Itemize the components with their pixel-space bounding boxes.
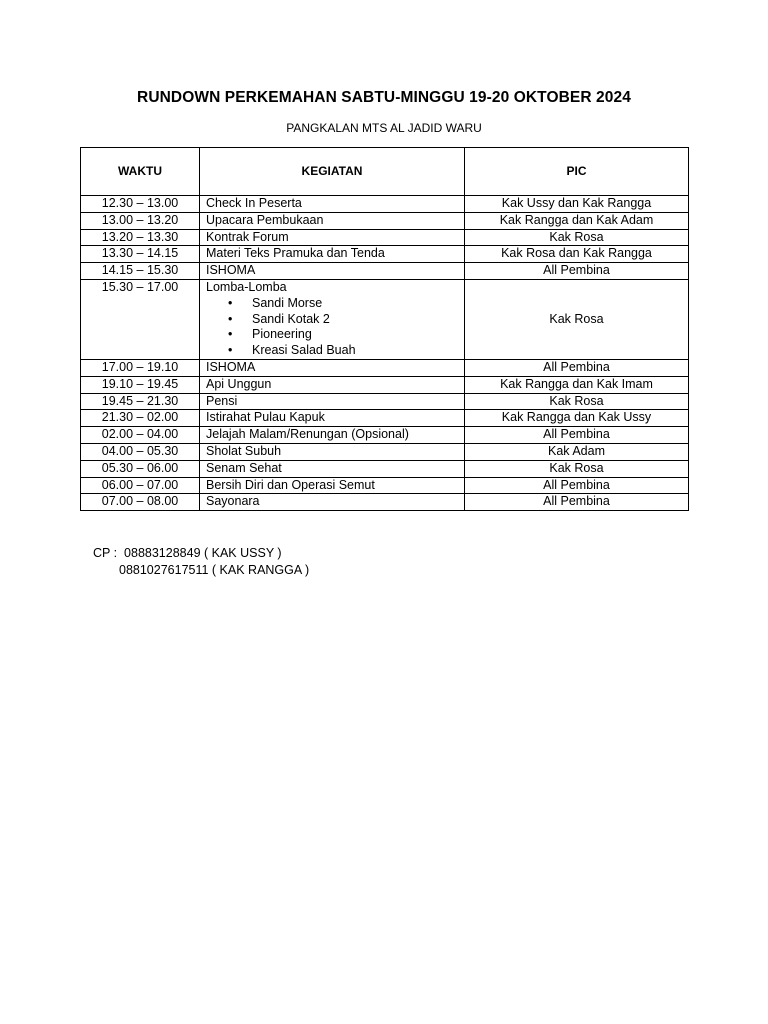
contact-person	[93, 545, 309, 578]
sub-activity-list	[206, 296, 458, 359]
cell-kegiatan	[200, 494, 465, 511]
contact-line-1: 08883128849 ( KAK USSY )	[124, 546, 282, 560]
cell-kegiatan	[200, 460, 465, 477]
table-row	[81, 359, 689, 376]
cell-pic: Kak Rangga dan Kak Adam	[465, 212, 689, 229]
cell-pic: Kak Rosa dan Kak Rangga	[465, 246, 689, 263]
kegiatan-label: Senam Sehat	[206, 460, 282, 475]
cell-waktu: 05.30 – 06.00	[81, 460, 200, 477]
page-title: RUNDOWN PERKEMAHAN SABTU-MINGGU 19-20 OKTOBER 2024	[137, 89, 631, 106]
kegiatan-label: ISHOMA	[206, 359, 256, 374]
table-body	[81, 196, 689, 511]
header-kegiatan: KEGIATAN	[200, 148, 465, 196]
table-row	[81, 443, 689, 460]
cell-pic: Kak Rosa	[465, 460, 689, 477]
sub-activity-item	[228, 343, 458, 359]
cell-waktu: 06.00 – 07.00	[81, 477, 200, 494]
contact-label: CP :	[93, 546, 118, 560]
table-header-row	[81, 148, 689, 196]
cell-waktu: 02.00 – 04.00	[81, 427, 200, 444]
cell-pic: All Pembina	[465, 477, 689, 494]
cell-kegiatan	[200, 229, 465, 246]
bullet-icon: •	[228, 327, 233, 342]
kegiatan-label: Kontrak Forum	[206, 229, 289, 244]
cell-waktu: 19.10 – 19.45	[81, 376, 200, 393]
cell-pic: Kak Rosa	[465, 229, 689, 246]
kegiatan-label: Lomba-Lomba	[206, 279, 287, 294]
sub-activity-item	[228, 312, 458, 328]
cell-waktu: 12.30 – 13.00	[81, 196, 200, 213]
cell-pic: Kak Rosa	[465, 393, 689, 410]
table-row	[81, 376, 689, 393]
table-row	[81, 494, 689, 511]
kegiatan-label: Sholat Subuh	[206, 443, 282, 458]
cell-pic: Kak Adam	[465, 443, 689, 460]
cell-pic: All Pembina	[465, 427, 689, 444]
cell-pic: Kak Ussy dan Kak Rangga	[465, 196, 689, 213]
cell-waktu: 19.45 – 21.30	[81, 393, 200, 410]
rundown-table	[80, 147, 689, 511]
kegiatan-label: Istirahat Pulau Kapuk	[206, 410, 325, 425]
bullet-icon: •	[228, 295, 233, 310]
sub-activity-label: Sandi Morse	[252, 295, 323, 310]
kegiatan-label: Materi Teks Pramuka dan Tenda	[206, 246, 385, 261]
cell-waktu: 21.30 – 02.00	[81, 410, 200, 427]
cell-kegiatan	[200, 393, 465, 410]
table-row	[81, 229, 689, 246]
table-row	[81, 246, 689, 263]
kegiatan-label: Api Unggun	[206, 376, 272, 391]
cell-waktu: 17.00 – 19.10	[81, 359, 200, 376]
cell-kegiatan	[200, 477, 465, 494]
cell-pic: Kak Rangga dan Kak Imam	[465, 376, 689, 393]
cell-kegiatan	[200, 263, 465, 280]
header-waktu: WAKTU	[81, 148, 200, 196]
cell-kegiatan	[200, 212, 465, 229]
table-row	[81, 196, 689, 213]
sub-activity-label: Kreasi Salad Buah	[252, 343, 356, 358]
kegiatan-label: Jelajah Malam/Renungan (Opsional)	[206, 427, 409, 442]
cell-waktu: 04.00 – 05.30	[81, 443, 200, 460]
table-row	[81, 427, 689, 444]
cell-waktu: 15.30 – 17.00	[81, 279, 200, 359]
cell-kegiatan	[200, 376, 465, 393]
table-row	[81, 279, 689, 359]
header-pic: PIC	[465, 148, 689, 196]
kegiatan-label: Upacara Pembukaan	[206, 212, 324, 227]
table-row	[81, 212, 689, 229]
bullet-icon: •	[228, 343, 233, 358]
page-subtitle: PANGKALAN MTS AL JADID WARU	[286, 121, 482, 135]
sub-activity-item	[228, 327, 458, 343]
bullet-icon: •	[228, 311, 233, 326]
table-row	[81, 263, 689, 280]
sub-activity-label: Sandi Kotak 2	[252, 311, 330, 326]
table-row	[81, 460, 689, 477]
cell-kegiatan	[200, 196, 465, 213]
sub-activity-label: Pioneering	[252, 327, 312, 342]
cell-waktu: 13.20 – 13.30	[81, 229, 200, 246]
cell-pic: All Pembina	[465, 494, 689, 511]
cell-waktu: 13.00 – 13.20	[81, 212, 200, 229]
contact-line-2: 0881027617511 ( KAK RANGGA )	[119, 562, 310, 577]
cell-kegiatan	[200, 246, 465, 263]
cell-waktu: 07.00 – 08.00	[81, 494, 200, 511]
cell-kegiatan	[200, 443, 465, 460]
cell-pic: Kak Rangga dan Kak Ussy	[465, 410, 689, 427]
cell-waktu: 14.15 – 15.30	[81, 263, 200, 280]
table-row	[81, 393, 689, 410]
cell-kegiatan	[200, 410, 465, 427]
cell-pic: All Pembina	[465, 359, 689, 376]
sub-activity-item	[228, 296, 458, 312]
kegiatan-label: ISHOMA	[206, 263, 256, 278]
kegiatan-label: Pensi	[206, 393, 238, 408]
table-row	[81, 477, 689, 494]
cell-kegiatan	[200, 359, 465, 376]
kegiatan-label: Bersih Diri dan Operasi Semut	[206, 477, 375, 492]
cell-kegiatan	[200, 279, 465, 359]
cell-waktu: 13.30 – 14.15	[81, 246, 200, 263]
kegiatan-label: Check In Peserta	[206, 196, 302, 210]
cell-pic: Kak Rosa	[465, 279, 689, 359]
cell-pic: All Pembina	[465, 263, 689, 280]
cell-kegiatan	[200, 427, 465, 444]
kegiatan-label: Sayonara	[206, 494, 260, 509]
table-row	[81, 410, 689, 427]
